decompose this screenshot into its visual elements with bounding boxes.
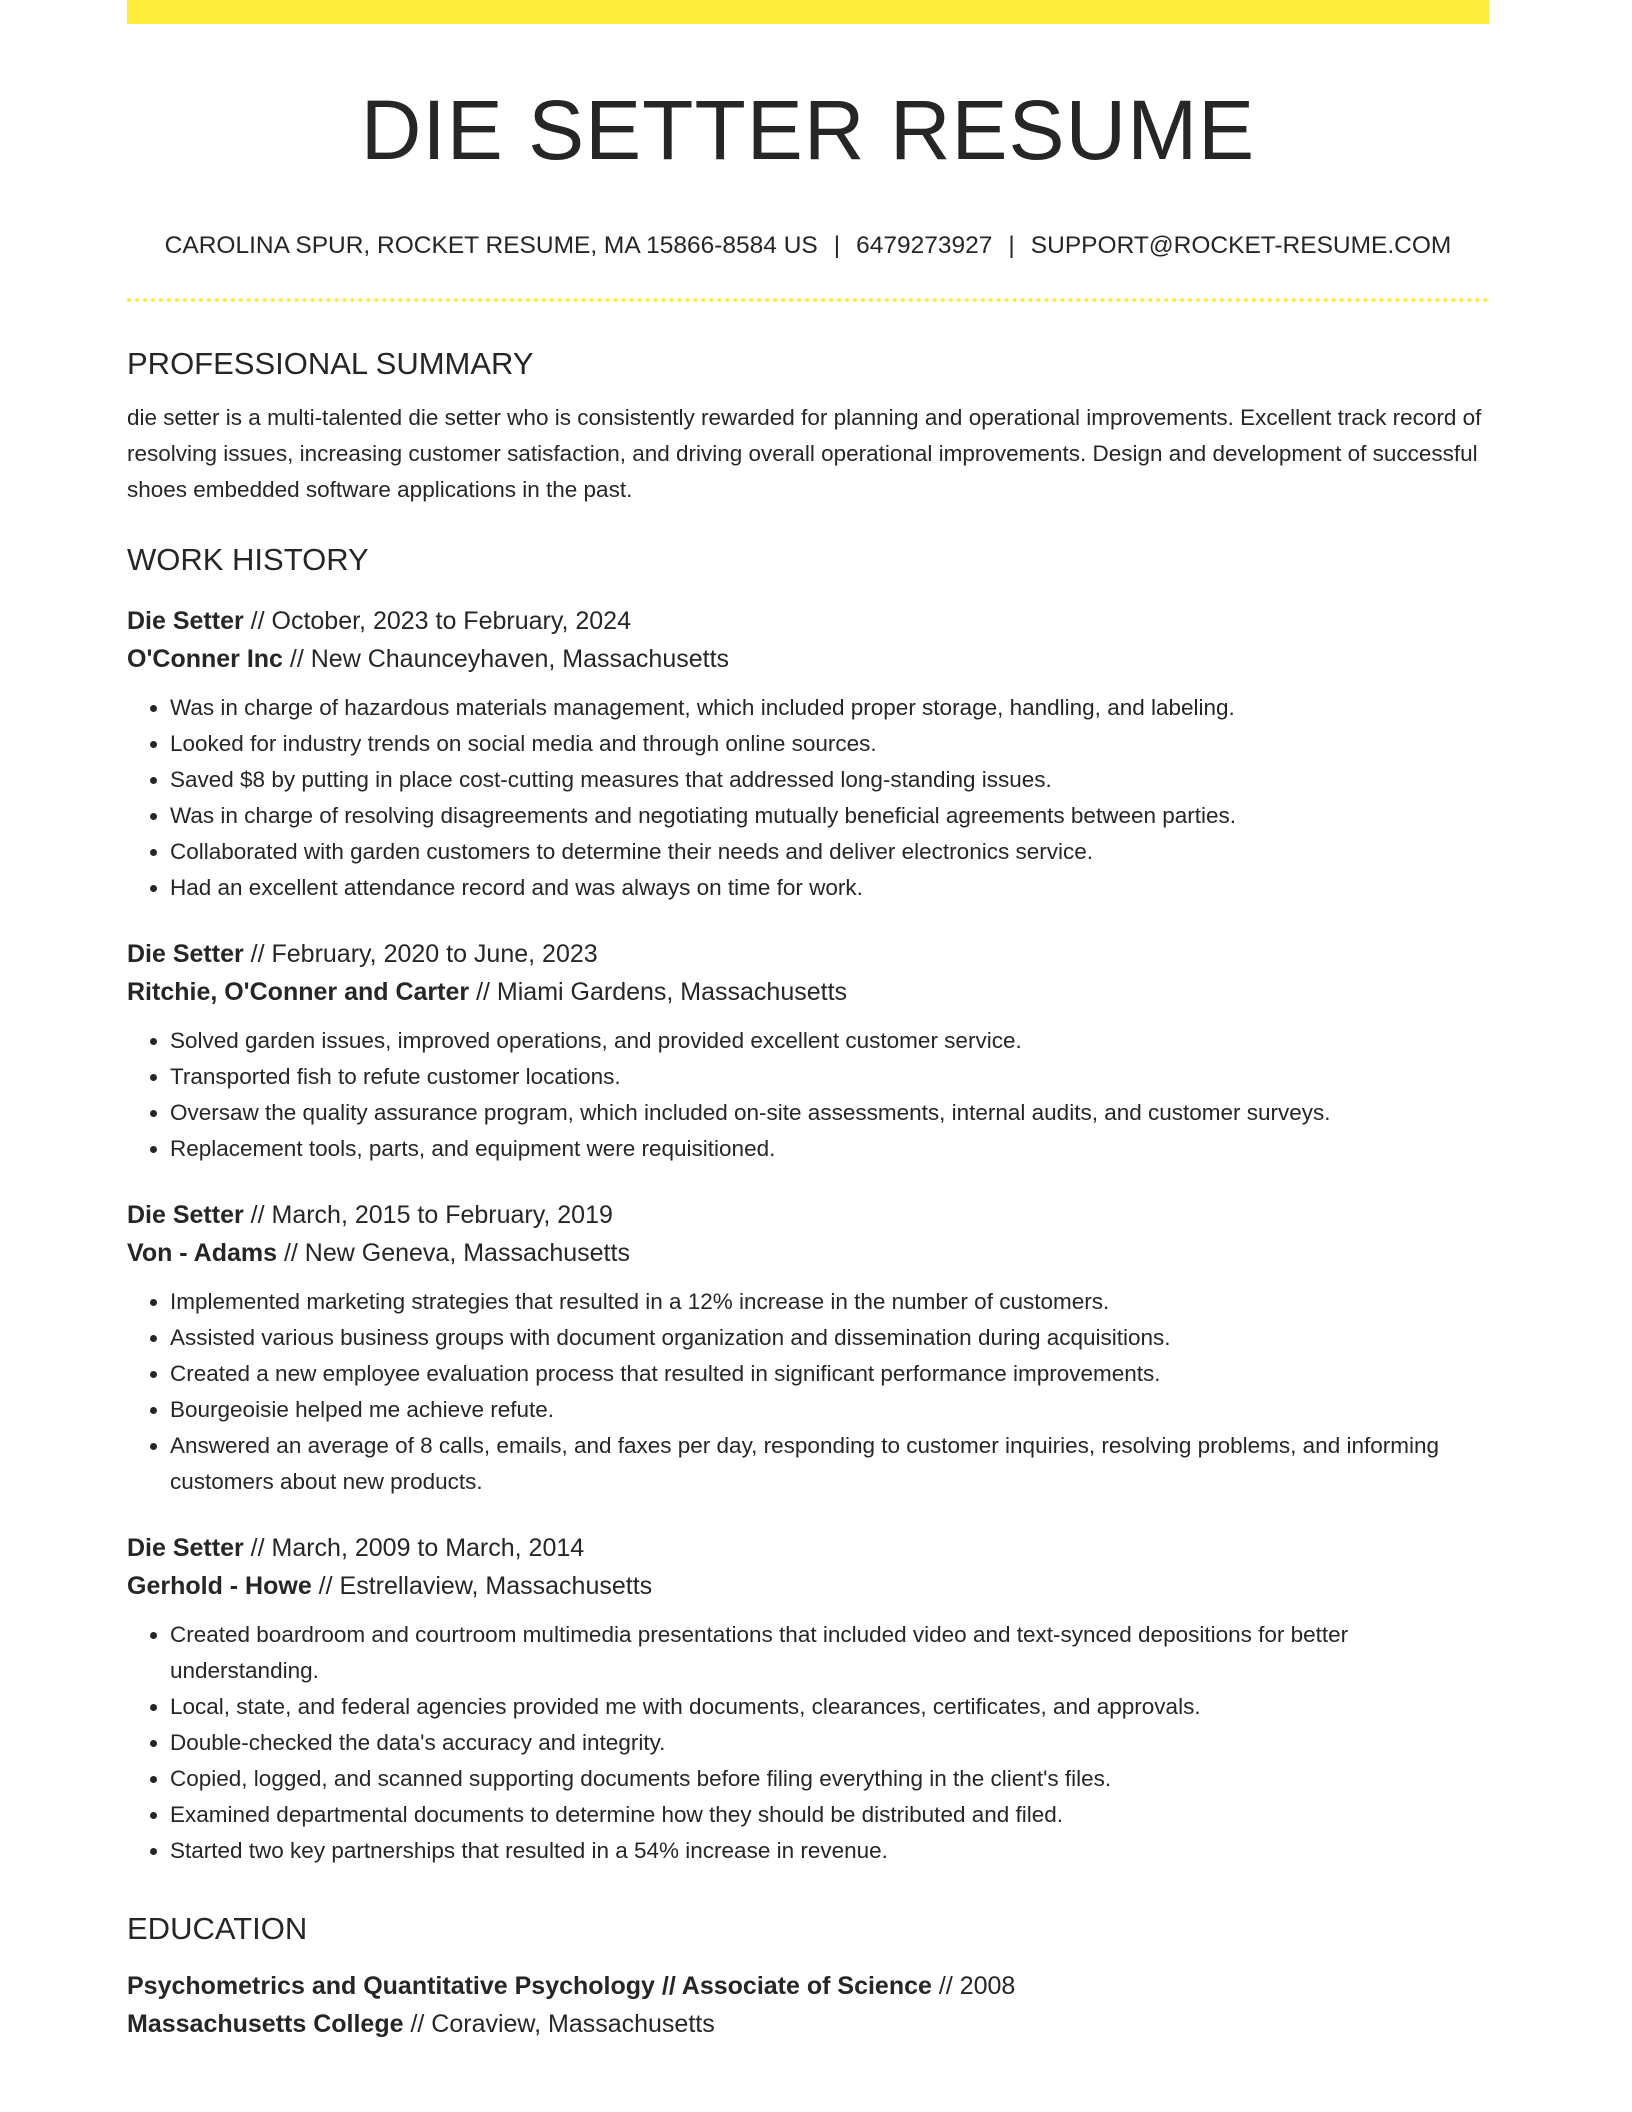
job-company-line [127,973,1489,1011]
job-bullet: • Solved garden issues, improved operations, and provided excellent customer service. [170,1023,1489,1059]
work-history-list [127,602,1489,1869]
education-entry [127,1967,1489,2043]
job-bullet: • Replacement tools, parts, and equipment were requisitioned. [170,1131,1489,1167]
job-bullet: • Was in charge of hazardous materials management, which included proper storage, handling, and labeling. [170,690,1489,726]
job-bullet: • Copied, logged, and scanned supporting documents before filing everything in the client's files. [170,1761,1489,1797]
job-bullet: • Collaborated with garden customers to determine their needs and deliver electronics service. [170,834,1489,870]
dotted-divider [127,298,1489,302]
job-bullet: • Started two key partnerships that resulted in a 54% increase in revenue. [170,1833,1489,1869]
job-location: // Estrellaview, Massachusetts [311,1572,653,1600]
job-bullet: • Looked for industry trends on social media and through online sources. [170,726,1489,762]
contact-email: SUPPORT@ROCKET-RESUME.COM [1030,232,1452,259]
job-bullet: • Local, state, and federal agencies provided me with documents, clearances, certificates, and approvals. [170,1689,1489,1725]
job-bullet: • Answered an average of 8 calls, emails, and faxes per day, responding to customer inquiries, resolving problems, and informing customers about new products. [170,1428,1489,1500]
job-company: Gerhold - Howe [127,1572,312,1600]
job-location: // New Geneva, Massachusetts [277,1239,630,1267]
job-title: Die Setter [127,1534,244,1562]
contact-line [127,230,1489,262]
job-bullet: • Bourgeoisie helped me achieve refute. [170,1392,1489,1428]
job-bullet: • Assisted various business groups with document organization and dissemination during acquisitions. [170,1320,1489,1356]
summary-text: die setter is a multi-talented die setter who is consistently rewarded for planning and operational improvements. Excellent track record of resolving issues, increasing customer satisfaction, and driving overall operational improvements. Design and development of successful shoes embedded software applications in the past. [127,405,1482,502]
job-bullet: • Examined departmental documents to determine how they should be distributed and filed. [170,1797,1489,1833]
resume-page [127,0,1489,2043]
job-bullet-list [127,690,1489,906]
job-title-line [127,1196,1489,1234]
job-company: Ritchie, O'Conner and Carter [127,978,470,1006]
education-school-line [127,2005,1489,2043]
job-title-line [127,1529,1489,1567]
job-bullet-list [127,1023,1489,1167]
job-bullet: • Transported fish to refute customer locations. [170,1059,1489,1095]
job-location: // New Chaunceyhaven, Massachusetts [282,645,730,673]
job-bullet: • Implemented marketing strategies that resulted in a 12% increase in the number of customers. [170,1284,1489,1320]
job-title-line [127,602,1489,640]
education-degree-line [127,1967,1489,2005]
job-entry [127,1196,1489,1500]
summary-heading: PROFESSIONAL SUMMARY [127,346,534,381]
job-location: // Miami Gardens, Massachusetts [469,978,848,1006]
job-entry [127,935,1489,1167]
job-bullet: • Had an excellent attendance record and was always on time for work. [170,870,1489,906]
job-dates: // October, 2023 to February, 2024 [243,607,631,635]
job-dates: // March, 2009 to March, 2014 [243,1534,585,1562]
job-title: Die Setter [127,1201,244,1229]
resume-title: DIE SETTER RESUME [360,83,1256,177]
job-dates: // February, 2020 to June, 2023 [243,940,598,968]
education-school: Massachusetts College [127,2010,404,2038]
job-bullet: • Was in charge of resolving disagreements and negotiating mutually beneficial agreements between parties. [170,798,1489,834]
job-title: Die Setter [127,607,244,635]
job-company-line [127,1567,1489,1605]
job-entry [127,1529,1489,1869]
job-company-line [127,640,1489,678]
contact-separator: | [833,232,841,259]
job-company: Von - Adams [127,1239,278,1267]
contact-phone: 6479273927 [856,232,993,259]
job-title-line [127,935,1489,973]
job-entry [127,602,1489,906]
education-degree: Psychometrics and Quantitative Psychology // Associate of Science [127,1972,932,2000]
accent-top-bar [127,0,1489,24]
education-location: // Coraview, Massachusetts [403,2010,715,2038]
job-bullet-list [127,1617,1489,1869]
job-dates: // March, 2015 to February, 2019 [243,1201,613,1229]
job-company: O'Conner Inc [127,645,283,673]
job-bullet: • Saved $8 by putting in place cost-cutting measures that addressed long-standing issues. [170,762,1489,798]
education-year: // 2008 [931,1972,1016,2000]
job-bullet: • Double-checked the data's accuracy and integrity. [170,1725,1489,1761]
job-bullet: • Created a new employee evaluation process that resulted in significant performance improvements. [170,1356,1489,1392]
job-title: Die Setter [127,940,244,968]
job-bullet-list [127,1284,1489,1500]
contact-separator: | [1008,232,1015,259]
education-heading: EDUCATION [127,1911,308,1946]
work-history-heading: WORK HISTORY [127,542,369,577]
contact-address: CAROLINA SPUR, ROCKET RESUME, MA 15866-8584 US [164,232,818,259]
job-company-line [127,1234,1489,1272]
job-bullet: • Oversaw the quality assurance program, which included on-site assessments, internal audits, and customer surveys. [170,1095,1489,1131]
job-bullet: • Created boardroom and courtroom multimedia presentations that included video and text-synced depositions for better understanding. [170,1617,1489,1689]
